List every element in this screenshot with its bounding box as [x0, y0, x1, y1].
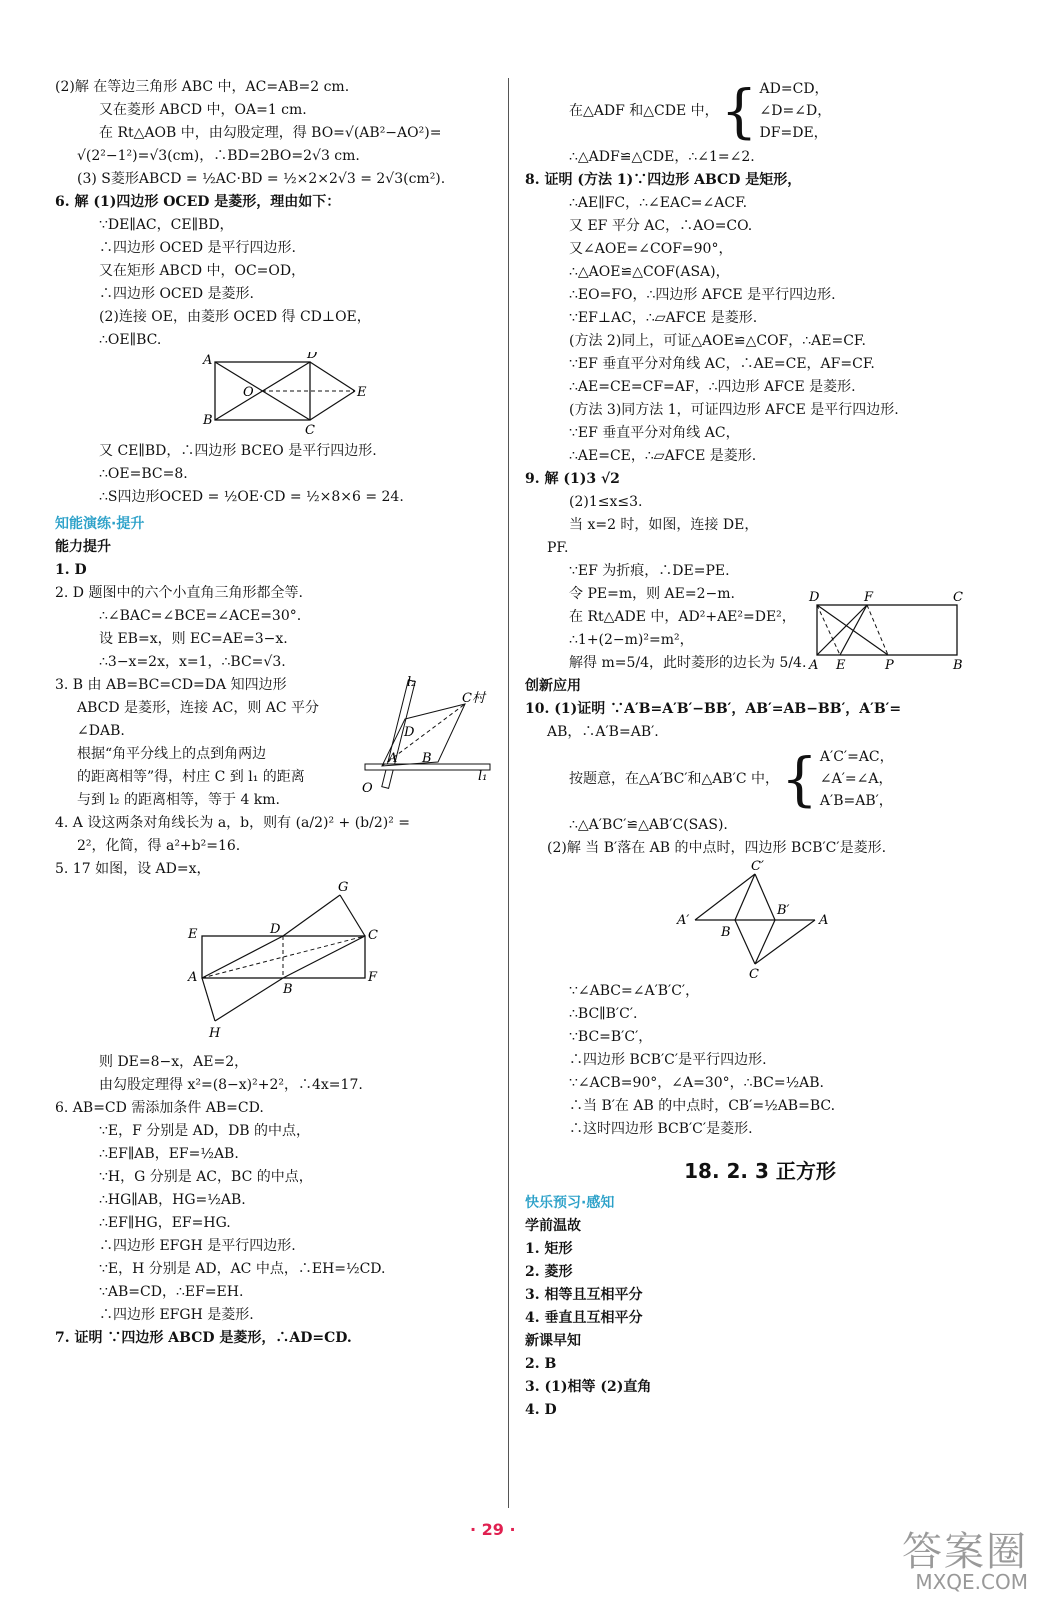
text-line: 2. B	[525, 1356, 557, 1372]
label-f: F	[864, 591, 874, 605]
text-line: ∴OE∥BC.	[99, 332, 162, 348]
text-line: 8. 证明 (方法 1)∵四边形 ABCD 是矩形，	[525, 172, 802, 188]
text-line: ∴1+(2−m)²=m²，	[569, 632, 694, 648]
section-heading: 知能演练·提升	[55, 516, 145, 532]
text-line: ∴AE∥FC，∴∠EAC=∠ACF.	[569, 195, 748, 211]
text-line: 4. 垂直且互相平分	[525, 1310, 643, 1326]
text-line: 2. D 题图中的六个小直角三角形都全等.	[55, 585, 303, 601]
text-line: 当 x=2 时，如图，连接 DE，	[569, 517, 759, 533]
label-b: B	[422, 751, 432, 766]
label-a: A	[203, 353, 213, 368]
figure-rhombus-triangles	[525, 860, 995, 980]
text-line: 3. (1)相等 (2)直角	[525, 1379, 652, 1395]
brace-prefix: 按题意，在△A′BC′和△AB′C 中，	[569, 770, 779, 787]
text-line: ∵DE∥AC，CE∥BD，	[99, 217, 234, 233]
text-line: PF.	[547, 540, 569, 556]
text-line: 又在矩形 ABCD 中，OC=OD，	[99, 263, 306, 279]
label-b: B	[283, 982, 293, 997]
text-line: 2. 菱形	[525, 1264, 573, 1280]
text-line: ∴四边形 OCED 是菱形.	[99, 286, 254, 302]
text-line: ∴△A′BC′≌△AB′C(SAS).	[569, 817, 728, 833]
text-line: 设 EB=x，则 EC=AE=3−x.	[99, 631, 288, 647]
text-line: 3. B 由 AB=BC=CD=DA 知四边形	[55, 677, 287, 693]
label-d: D	[809, 591, 820, 605]
label-a: A	[819, 913, 829, 928]
label-h: H	[209, 1026, 221, 1041]
text-line: 解得 m=5/4，此时菱形的边长为 5/4.	[569, 655, 807, 671]
figure-svg	[525, 860, 995, 980]
text-line: 1. 矩形	[525, 1241, 573, 1257]
text-line: ∴△AOE≌△COF(ASA)，	[569, 264, 730, 280]
right-lines-d	[525, 980, 995, 1141]
text-line: ∴BC∥B′C′.	[569, 1006, 638, 1022]
text-line: 又∠AOE=∠COF=90°，	[569, 241, 733, 257]
section-heading: 快乐预习·感知	[525, 1195, 615, 1211]
text-line: ∴EF∥AB，EF=½AB.	[99, 1146, 239, 1162]
text-line: ∴四边形 EFGH 是菱形.	[99, 1307, 254, 1323]
section-title: 18. 2. 3 正方形	[684, 1159, 836, 1183]
label-a: A	[188, 970, 198, 985]
label-c-village: C村	[462, 691, 485, 706]
text-line: ∴当 B′在 AB 的中点时，CB′=½AB=BC.	[569, 1098, 836, 1114]
label-o: O	[243, 385, 254, 400]
brace-system-1	[525, 76, 995, 146]
text-line: ∴AE=CE，∴▱AFCE 是菱形.	[569, 448, 757, 464]
text-line: AB，∴A′B=AB′.	[547, 724, 659, 740]
text-line: ∴四边形 EFGH 是平行四边形.	[99, 1238, 296, 1254]
watermark-logo: 答案圈	[902, 1529, 1028, 1575]
label-l2: l₂	[407, 675, 417, 690]
label-d: D	[404, 725, 415, 740]
left-lines-c-block	[55, 559, 495, 881]
text-line: ∴四边形 OCED 是平行四边形.	[99, 240, 296, 256]
text-line: ∵EF⊥AC，∴▱AFCE 是菱形.	[569, 310, 758, 326]
text-line: 又 EF 平分 AC，∴AO=CO.	[569, 218, 753, 234]
text-line: ∴OE=BC=8.	[99, 466, 188, 482]
text-line: 7. 证明 ∵四边形 ABCD 是菱形，∴AD=CD.	[55, 1330, 352, 1346]
text-line: (2)连接 OE，由菱形 OCED 得 CD⊥OE，	[99, 309, 371, 325]
text-line: ∴EO=FO，∴四边形 AFCE 是平行四边形.	[569, 287, 836, 303]
text-line: (方法 2)同上，可证△AOE≌△COF，∴AE=CF.	[569, 333, 866, 349]
text-line: ∵BC=B′C′，	[569, 1029, 653, 1045]
text-line: 4. D	[525, 1402, 557, 1418]
text-line: ∵∠ABC=∠A′B′C′，	[569, 983, 700, 999]
right-column	[525, 76, 995, 1422]
text-line: 又在菱形 ABCD 中，OA=1 cm.	[99, 102, 307, 118]
text-line: (2)解 当 B′落在 AB 的中点时，四边形 BCB′C′是菱形.	[547, 840, 887, 856]
brace-item: A′C′=AC，	[819, 749, 894, 765]
figure-folded-rectangle	[55, 881, 495, 1051]
label-e: E	[836, 658, 846, 671]
brace-item: ∠A′=∠A，	[819, 771, 893, 787]
label-f: F	[368, 970, 378, 985]
text-line: ∴∠BAC=∠BCE=∠ACE=30°.	[99, 608, 302, 624]
text-line: ∵EF 为折痕，∴DE=PE.	[569, 563, 730, 579]
text-line: ∠DAB.	[77, 723, 125, 739]
text-line: (2)1≤x≤3.	[569, 494, 643, 510]
text-line: 根据“角平分线上的点到角两边	[77, 746, 267, 762]
text-line: 2²，化简，得 a²+b²=16.	[77, 838, 241, 854]
brace-item: A′B=AB′，	[819, 793, 893, 809]
text-line: ∵EF 垂直平分对角线 AC，	[569, 425, 740, 441]
text-line: 3. 相等且互相平分	[525, 1287, 643, 1303]
label-c-prime: C′	[751, 860, 764, 874]
subsection-heading: 能力提升	[55, 539, 111, 555]
text-line: 的距离相等”得，村庄 C 到 l₁ 的距离	[77, 769, 305, 785]
label-d: D	[307, 352, 318, 362]
label-a: A	[809, 658, 819, 671]
page-number: · 29 ·	[470, 1520, 516, 1539]
text-line: ∴四边形 BCB′C′是平行四边形.	[569, 1052, 767, 1068]
text-line: ∵EF 垂直平分对角线 AC，∴AE=CE，AF=CF.	[569, 356, 875, 372]
text-line: ∴AE=CE=CF=AF，∴四边形 AFCE 是菱形.	[569, 379, 856, 395]
label-c: C	[953, 591, 963, 605]
figure-rectangle-rhombus	[55, 352, 495, 440]
text-line: ∵E，F 分别是 AD，DB 的中点，	[99, 1123, 311, 1139]
text-line: 在 Rt△AOB 中，由勾股定理，得 BO=√(AB²−AO²)=	[99, 125, 442, 141]
watermark-url: MXQE.COM	[915, 1570, 1028, 1594]
label-a: A	[388, 751, 398, 766]
figure-svg	[55, 881, 495, 1051]
brace-item: ∠D=∠D，	[759, 103, 832, 119]
label-d: D	[270, 922, 281, 937]
label-b: B	[953, 658, 963, 671]
text-line: 又 CE∥BD，∴四边形 BCEO 是平行四边形.	[99, 443, 377, 459]
left-column	[55, 76, 495, 1350]
brace-icon: {	[720, 77, 758, 145]
label-p: P	[885, 658, 894, 671]
text-line: 9. 解 (1)3 √2	[525, 471, 620, 487]
brace-system-2	[525, 744, 995, 814]
brace-item: AD=CD，	[759, 81, 829, 97]
text-line: 在 Rt△ADE 中，AD²+AE²=DE²，	[569, 609, 796, 625]
label-e: E	[188, 927, 198, 942]
label-g: G	[338, 881, 349, 895]
brace-icon: {	[781, 745, 818, 813]
label-b: B	[203, 413, 213, 428]
text-line: 则 DE=8−x，AE=2，	[99, 1054, 249, 1070]
text-line: ∴3−x=2x，x=1，∴BC=√3.	[99, 654, 286, 670]
brace-item: DF=DE，	[759, 125, 828, 141]
label-c: C	[368, 928, 378, 943]
text-line: ∴S四边形OCED = ½OE·CD = ½×8×6 = 24.	[99, 489, 404, 505]
text-line: ∴EF∥HG，EF=HG.	[99, 1215, 231, 1231]
text-line: ∴这时四边形 BCB′C′是菱形.	[569, 1121, 753, 1137]
label-e: E	[357, 385, 367, 400]
text-line: 1. D	[55, 562, 87, 578]
label-b: B	[721, 925, 731, 940]
text-line: 6. AB=CD 需添加条件 AB=CD.	[55, 1100, 264, 1116]
label-c: C	[749, 967, 759, 980]
text-line: √(2²−1²)=√3(cm)，∴BD=2BO=2√3 cm.	[77, 148, 360, 164]
text-line: ∵AB=CD，∴EF=EH.	[99, 1284, 244, 1300]
text-line: (3) S菱形ABCD = ½AC·BD = ½×2×2√3 = 2√3(cm²).	[77, 171, 446, 187]
text-line: ∵E，H 分别是 AD，AC 中点，∴EH=½CD.	[99, 1261, 386, 1277]
text-line: ∵H，G 分别是 AC，BC 的中点，	[99, 1169, 313, 1185]
text-line: ∴HG∥AB，HG=½AB.	[99, 1192, 246, 1208]
text-line: (方法 3)同方法 1，可证四边形 AFCE 是平行四边形.	[569, 402, 899, 418]
figure-fold-rectangle	[803, 591, 983, 671]
label-o: O	[362, 781, 373, 796]
text-line: 令 PE=m，则 AE=2−m.	[569, 586, 735, 602]
label-b-prime: B′	[777, 903, 790, 918]
figure-village	[360, 674, 495, 804]
right-lines-a-block	[525, 146, 995, 675]
left-lines-a	[55, 76, 495, 352]
label-a-prime: A′	[677, 913, 690, 928]
text-line: 4. A 设这两条对角线长为 a，b，则有 (a/2)² + (b/2)² =	[55, 815, 411, 831]
label-l1: l₁	[478, 769, 488, 784]
text-line: ABCD 是菱形，连接 AC，则 AC 平分	[77, 700, 320, 716]
text-line: 5. 17 如图，设 AD=x，	[55, 861, 211, 877]
subsection-heading: 创新应用	[525, 678, 581, 694]
text-line: ∴△ADF≌△CDE，∴∠1=∠2.	[569, 149, 755, 165]
left-lines-d	[55, 1051, 495, 1350]
text-line: ∵∠ACB=90°，∠A=30°，∴BC=½AB.	[569, 1075, 824, 1091]
label-c: C	[305, 423, 315, 438]
text-line: 10. (1)证明 ∵A′B=A′B′−BB′，AB′=AB−BB′，A′B′=	[525, 701, 902, 717]
text-line: 与到 l₂ 的距离相等，等于 4 km.	[77, 792, 281, 808]
text-line: 6. 解 (1)四边形 OCED 是菱形，理由如下：	[55, 194, 341, 210]
brace-prefix: 在△ADF 和△CDE 中，	[569, 102, 719, 119]
subsection-heading: 新课早知	[525, 1333, 581, 1349]
left-lines-b	[55, 440, 495, 509]
text-line: 由勾股定理得 x²=(8−x)²+2²，∴4x=17.	[99, 1077, 363, 1093]
subsection-heading: 学前温故	[525, 1218, 581, 1234]
text-line: (2)解 在等边三角形 ABC 中，AC=AB=2 cm.	[55, 79, 350, 95]
figure-svg	[55, 352, 495, 440]
column-divider	[508, 78, 509, 1508]
